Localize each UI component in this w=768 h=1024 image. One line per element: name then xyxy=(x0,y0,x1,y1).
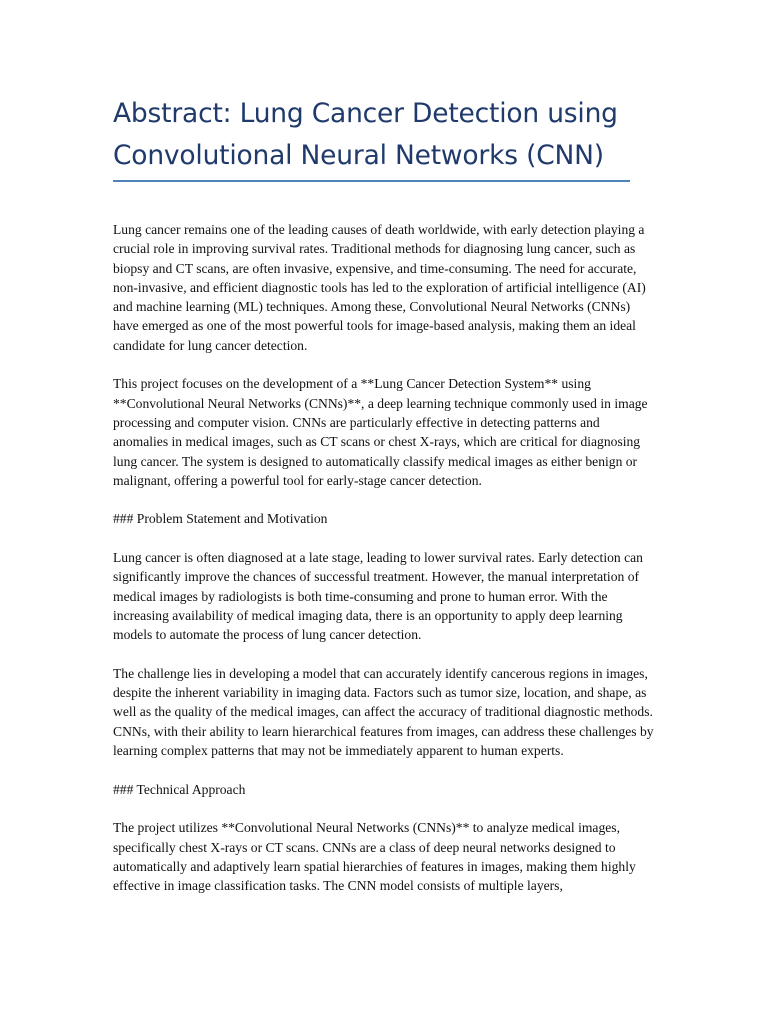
heading-technical-approach: ### Technical Approach xyxy=(113,781,246,797)
paragraph-late-diagnosis: Lung cancer is often diagnosed at a late stage, leading to lower survival rates. Early detection can significantly improve the chances of successful treatment. However, the manual interpretation of medical images by radiologists is both time-consuming and prone to human error. With the increasing availability of medical imaging data, there is an opportunity to apply deep learning models to automate the process of lung cancer detection. xyxy=(113,550,643,643)
paragraph-intro: Lung cancer remains one of the leading causes of death worldwide, with early detection playing a crucial role in improving survival rates. Traditional methods for diagnosing lung cancer, such as biopsy and CT scans, are often invasive, expensive, and time-consuming. The need for accurate, non-invasive, and efficient diagnostic tools has led to the exploration of artificial intelligence (AI) and machine learning (ML) techniques. Among these, Convolutional Neural Networks (CNNs) have emerged as one of the most powerful tools for image-based analysis, making them an ideal candidate for lung cancer detection. xyxy=(113,222,646,353)
document-body xyxy=(113,220,658,915)
paragraph-cnn-approach: The project utilizes **Convolutional Neural Networks (CNNs)** to analyze medical images, specifically chest X-rays or CT scans. CNNs are a class of deep neural networks designed to automatically and adaptively learn spatial hierarchies of features in images, making them highly effective in image classification tasks. The CNN model consists of multiple layers, xyxy=(113,820,636,894)
title-underline-rule xyxy=(113,180,630,182)
paragraph-challenge: The challenge lies in developing a model that can accurately identify cancerous regions in images, despite the inherent variability in imaging data. Factors such as tumor size, location, and shape, as well as the quality of the medical images, can affect the accuracy of traditional diagnostic methods. CNNs, with their ability to learn hierarchical features from images, can address these challenges by learning complex patterns that may not be immediately apparent to human experts. xyxy=(113,665,654,759)
heading-problem-statement: ### Problem Statement and Motivation xyxy=(113,511,328,527)
paragraph-project-focus: This project focuses on the development of a **Lung Cancer Detection System** using **Convolutional Neural Networks (CNNs)**, a deep learning technique commonly used in image processing and computer vision. CNNs are particularly effective in detecting patterns and anomalies in medical images, such as CT scans or chest X-rays, which are critical for diagnosing lung cancer. The system is designed to automatically classify medical images as either benign or malignant, offering a powerful tool for early-stage cancer detection. xyxy=(113,376,648,488)
document-title: Abstract: Lung Cancer Detection using Convolutional Neural Networks (CNN) xyxy=(113,98,618,171)
